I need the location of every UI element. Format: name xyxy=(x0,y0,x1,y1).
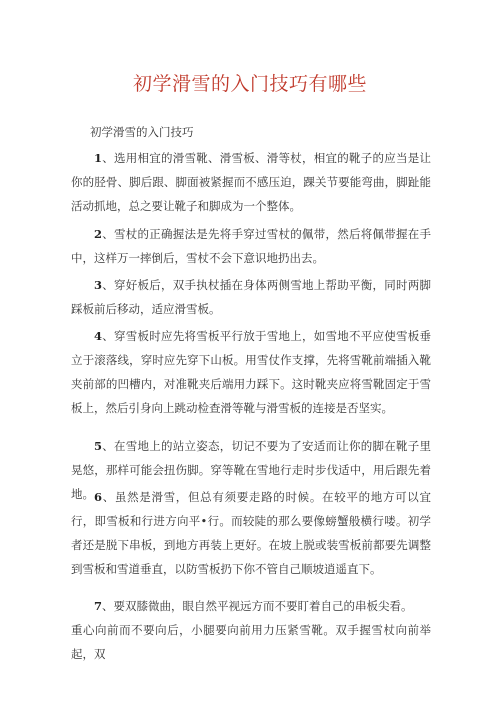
paragraph-2 xyxy=(71,222,431,270)
paragraph-7 xyxy=(71,594,431,618)
paragraph-text: 、穿雪板时应先将雪板平行放于雪地上，如雪地不平应使雪板垂立于滚落线，穿时应先穿下山板。用雪仗作支撑，先将雪靴前端插入靴夹前部的凹槽内，对准靴夹后端用力踩下。这时靴夹应将雪靴固定于雪板上，然后引身向上跳动检查滑等靴与滑雪板的连接是否坚实。 xyxy=(71,329,431,415)
paragraph-number: 6 xyxy=(94,490,103,504)
paragraph-number: 5 xyxy=(94,439,103,453)
paragraph-number: 4 xyxy=(94,329,103,343)
paragraph-number: 1 xyxy=(94,151,103,165)
paragraph-text: 、虽然是滑雪，但总有须要走路的时候。在较平的地方可以宜行，即雪板和行进方向平•行。而较陡的那么要像螃蟹般横行喽。初学者还是脱下串板，到地方再装上更好。在坡上脱或装雪板前都要先调整到雪板和雪道垂直，以防雪板扔下你不管自己顺坡逍遥直下。 xyxy=(71,490,431,576)
paragraph-1 xyxy=(71,146,431,218)
paragraph-continuation xyxy=(71,618,431,666)
paragraph-text: 、要双膝微曲，眼自然平视远方而不要盯着自己的串板尖看。 xyxy=(102,599,413,613)
paragraph-number: 2 xyxy=(94,227,103,241)
paragraph-text: 、穿好板后，双手执杖插在身体两侧雪地上帮助平衡，同时两脚踩板前后移动，适应滑雪板。 xyxy=(71,278,431,316)
paragraph-text: 、在雪地上的站立姿态，切记不要为了安适而让你的脚在靴子里晃悠，那样可能会扭伤脚。穿等靴在雪地行走时步伐适中，用后跟先着地。 xyxy=(71,439,431,501)
paragraph-4 xyxy=(71,324,431,420)
paragraph-3 xyxy=(71,273,431,321)
document-title: 初学滑雪的入门技巧有哪些 xyxy=(132,73,367,95)
paragraph-number: 7 xyxy=(94,599,103,613)
document-subtitle: 初学滑雪的入门技巧 xyxy=(90,125,194,139)
paragraph-text: 、雪杖的正确握法是先将手穿过雪杖的佩带，然后将佩带握在手中，这样万一摔倒后，雪杖不会下意识地扔出去。 xyxy=(71,227,431,265)
paragraph-number: 3 xyxy=(94,278,103,292)
paragraph-text: 、选用相宜的滑雪靴、滑雪板、滑等杖，相宜的靴子的应当是让你的胫骨、脚后跟、脚面被紧握而不感压迫，踝关节要能弯曲，脚趾能活动抓地，总之要让靴子和脚成为一个整体。 xyxy=(71,151,431,213)
paragraph-text: 重心向前而不要向后，小腿要向前用力压紧雪靴。双手握雪杖向前举起，双 xyxy=(71,623,431,661)
paragraph-6 xyxy=(71,485,431,581)
